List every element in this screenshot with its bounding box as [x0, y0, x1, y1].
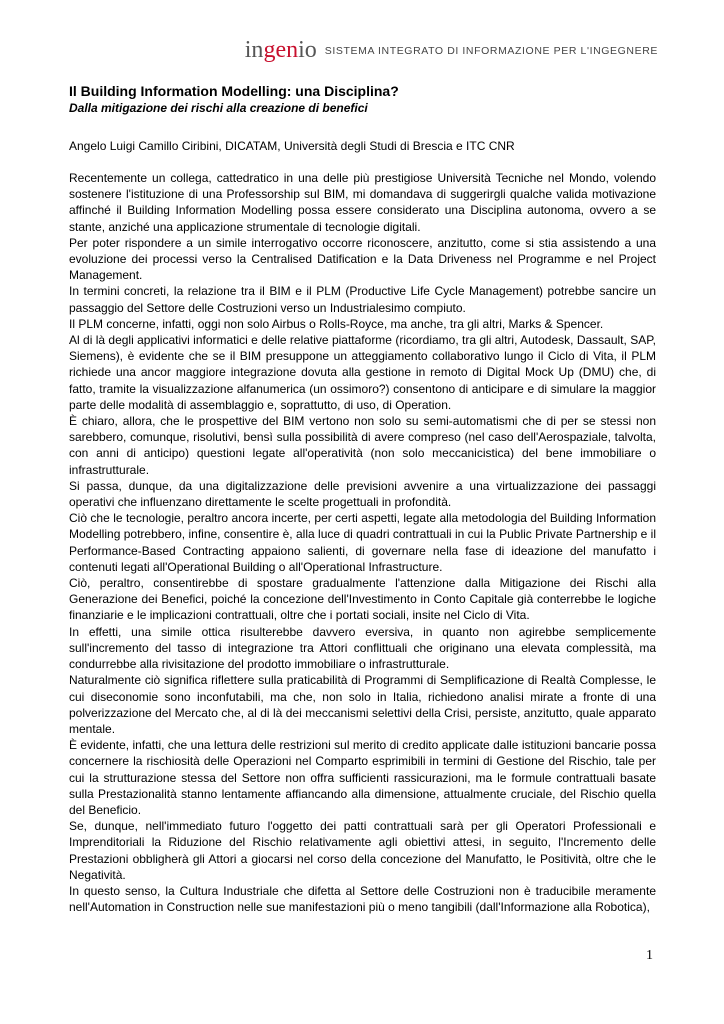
paragraph: Si passa, dunque, da una digitalizzazione delle previsioni avvenire a una virtualizzazione dei passaggi operativi che influenzano direttamente le scelte progettuali in profondità. [69, 478, 656, 510]
paragraph: In questo senso, la Cultura Industriale che difetta al Settore delle Costruzioni non è traducibile meramente nell'Automation in Construction nelle sue manifestazioni più o meno tangibili (dall'Informazione alla Robotica), [69, 883, 656, 915]
ingenio-logo: ingenio [244, 37, 317, 63]
document-subtitle: Dalla mitigazione dei rischi alla creazione di benefici [69, 101, 368, 115]
page-number: 1 [646, 948, 653, 963]
paragraph: In effetti, una simile ottica risulterebbe davvero eversiva, in quanto non agirebbe semplicemente sull'incremento del tasso di integrazione tra Attori conflittuali che originano una elevata complessità, ma condurrebbe alla rivisitazione del prodotto immobiliare o infrastrutturale. [69, 624, 656, 672]
paragraph: È chiaro, allora, che le prospettive del BIM vertono non solo su semi-automatismi che di per se stessi non sarebbero, comunque, risolutivi, bensì sulla possibilità di avere compreso (nel caso dell'Aerospaziale, talvolta, con anni di anticipo) questioni legate all'operatività (non solo meccanicistica) del bene immobiliare o infrastrutturale. [69, 414, 656, 477]
paragraph: Naturalmente ciò significa riflettere sulla praticabilità di Programmi di Semplificazione di Realtà Complesse, le cui diseconomie sono inconfutabili, ma che, non solo in Italia, richiedono analisi mirate a fronte di una polverizzazione del Mercato che, al di là dei meccanismi selettivi della Crisi, persiste, anzitutto, quale apparato mentale. [69, 673, 656, 736]
paragraph: Ciò, peraltro, consentirebbe di spostare gradualmente l'attenzione dalla Mitigazione dei Rischi alla Generazione dei Benefici, poiché la concezione dell'Investimento in Conto Capitale già conterrebbe le logiche finanziarie e le implicazioni contrattuali, oltre che i portati sociali, insite nel Ciclo di Vita. [69, 576, 656, 623]
document-content [69, 82, 656, 915]
document-title: Il Building Information Modelling: una Disciplina? [69, 83, 399, 99]
paragraph: Ciò che le tecnologie, peraltro ancora incerte, per certi aspetti, legate alla metodologia del Building Information Modelling potrebbero, infine, consentire è, alla luce di quadri contrattuali in cui la Public Private Partnership e il Performance-Based Contracting appaiono salienti, di governare nella fase di ideazione del manufatto i contenuti legati all'Operational Building o all'Operational Infrastructure. [69, 511, 656, 574]
header-tagline: SISTEMA INTEGRATO DI INFORMAZIONE PER L'INGEGNERE [324, 45, 658, 57]
paragraph: È evidente, infatti, che una lettura delle restrizioni sul merito di credito applicate dalle istituzioni bancarie possa concernere la rischiosità delle Operazioni nel Comparto esprimibili in termini di Gestione del Rischio, tale per cui la strutturazione stessa del Settore non offra sufficienti rassicurazioni, ma le formule contrattuali basate sulla Prestazionalità stanno lentamente affiancando alla dimensione, attualmente cruciale, del Rischio quella del Beneficio. [69, 738, 656, 817]
author-line: Angelo Luigi Camillo Ciribini, DICATAM, Università degli Studi di Brescia e ITC CNR [69, 139, 515, 153]
paragraph: Per poter rispondere a un simile interrogativo occorre riconoscere, anzitutto, come si stia assistendo a una evoluzione dei processi verso la Centralised Datification e la Data Driveness nel Programme e nel Project Management. [69, 235, 656, 283]
paragraph: Il PLM concerne, infatti, oggi non solo Airbus o Rolls-Royce, ma anche, tra gli altri, Marks & Spencer. [69, 316, 604, 331]
site-header [245, 38, 658, 62]
article-body [69, 170, 656, 915]
paragraph: Se, dunque, nell'immediato futuro l'oggetto dei patti contrattuali sarà per gli Operatori Professionali e Imprenditoriali la Riduzione del Rischio relativamente agli obiettivi attesi, in seguito, l'Incremento delle Prestazioni obbligherà gli Attori a giocarsi nel corso della concezione del Manufatto, le Positività, oltre che le Negatività. [69, 819, 656, 882]
paragraph: In termini concreti, la relazione tra il BIM e il PLM (Productive Life Cycle Management) potrebbe sancire un passaggio del Settore delle Costruzioni verso un Industrialesimo compiuto. [69, 284, 656, 315]
paragraph: Al di là degli applicativi informatici e delle relative piattaforme (ricordiamo, tra gli altri, Autodesk, Dassault, SAP, Siemens), è evidente che se il BIM presuppone un atteggiamento collaborativo lungo il Ciclo di Vita, il PLM richiede una ancor maggiore integrazione dovuta alla gestione in remoto di Digital Mock Up (DMU) che, di fatto, tramite la visualizzazione alfanumerica (un ossimoro?) consentono di anticipare e di simulare la maggior parte delle modalità di assemblaggio e, soprattutto, di uso, di Operation. [69, 333, 656, 412]
paragraph: Recentemente un collega, cattedratico in una delle più prestigiose Università Tecniche nel Mondo, volendo sostenere l'istituzione di una Professorship sul BIM, mi domandava di suggerirgli qualche valida motivazione affinché il Building Information Modelling possa essere considerato una Disciplina autonoma, ovvero a se stante, anziché una applicazione strumentale di tecnologie digitali. [69, 171, 656, 234]
